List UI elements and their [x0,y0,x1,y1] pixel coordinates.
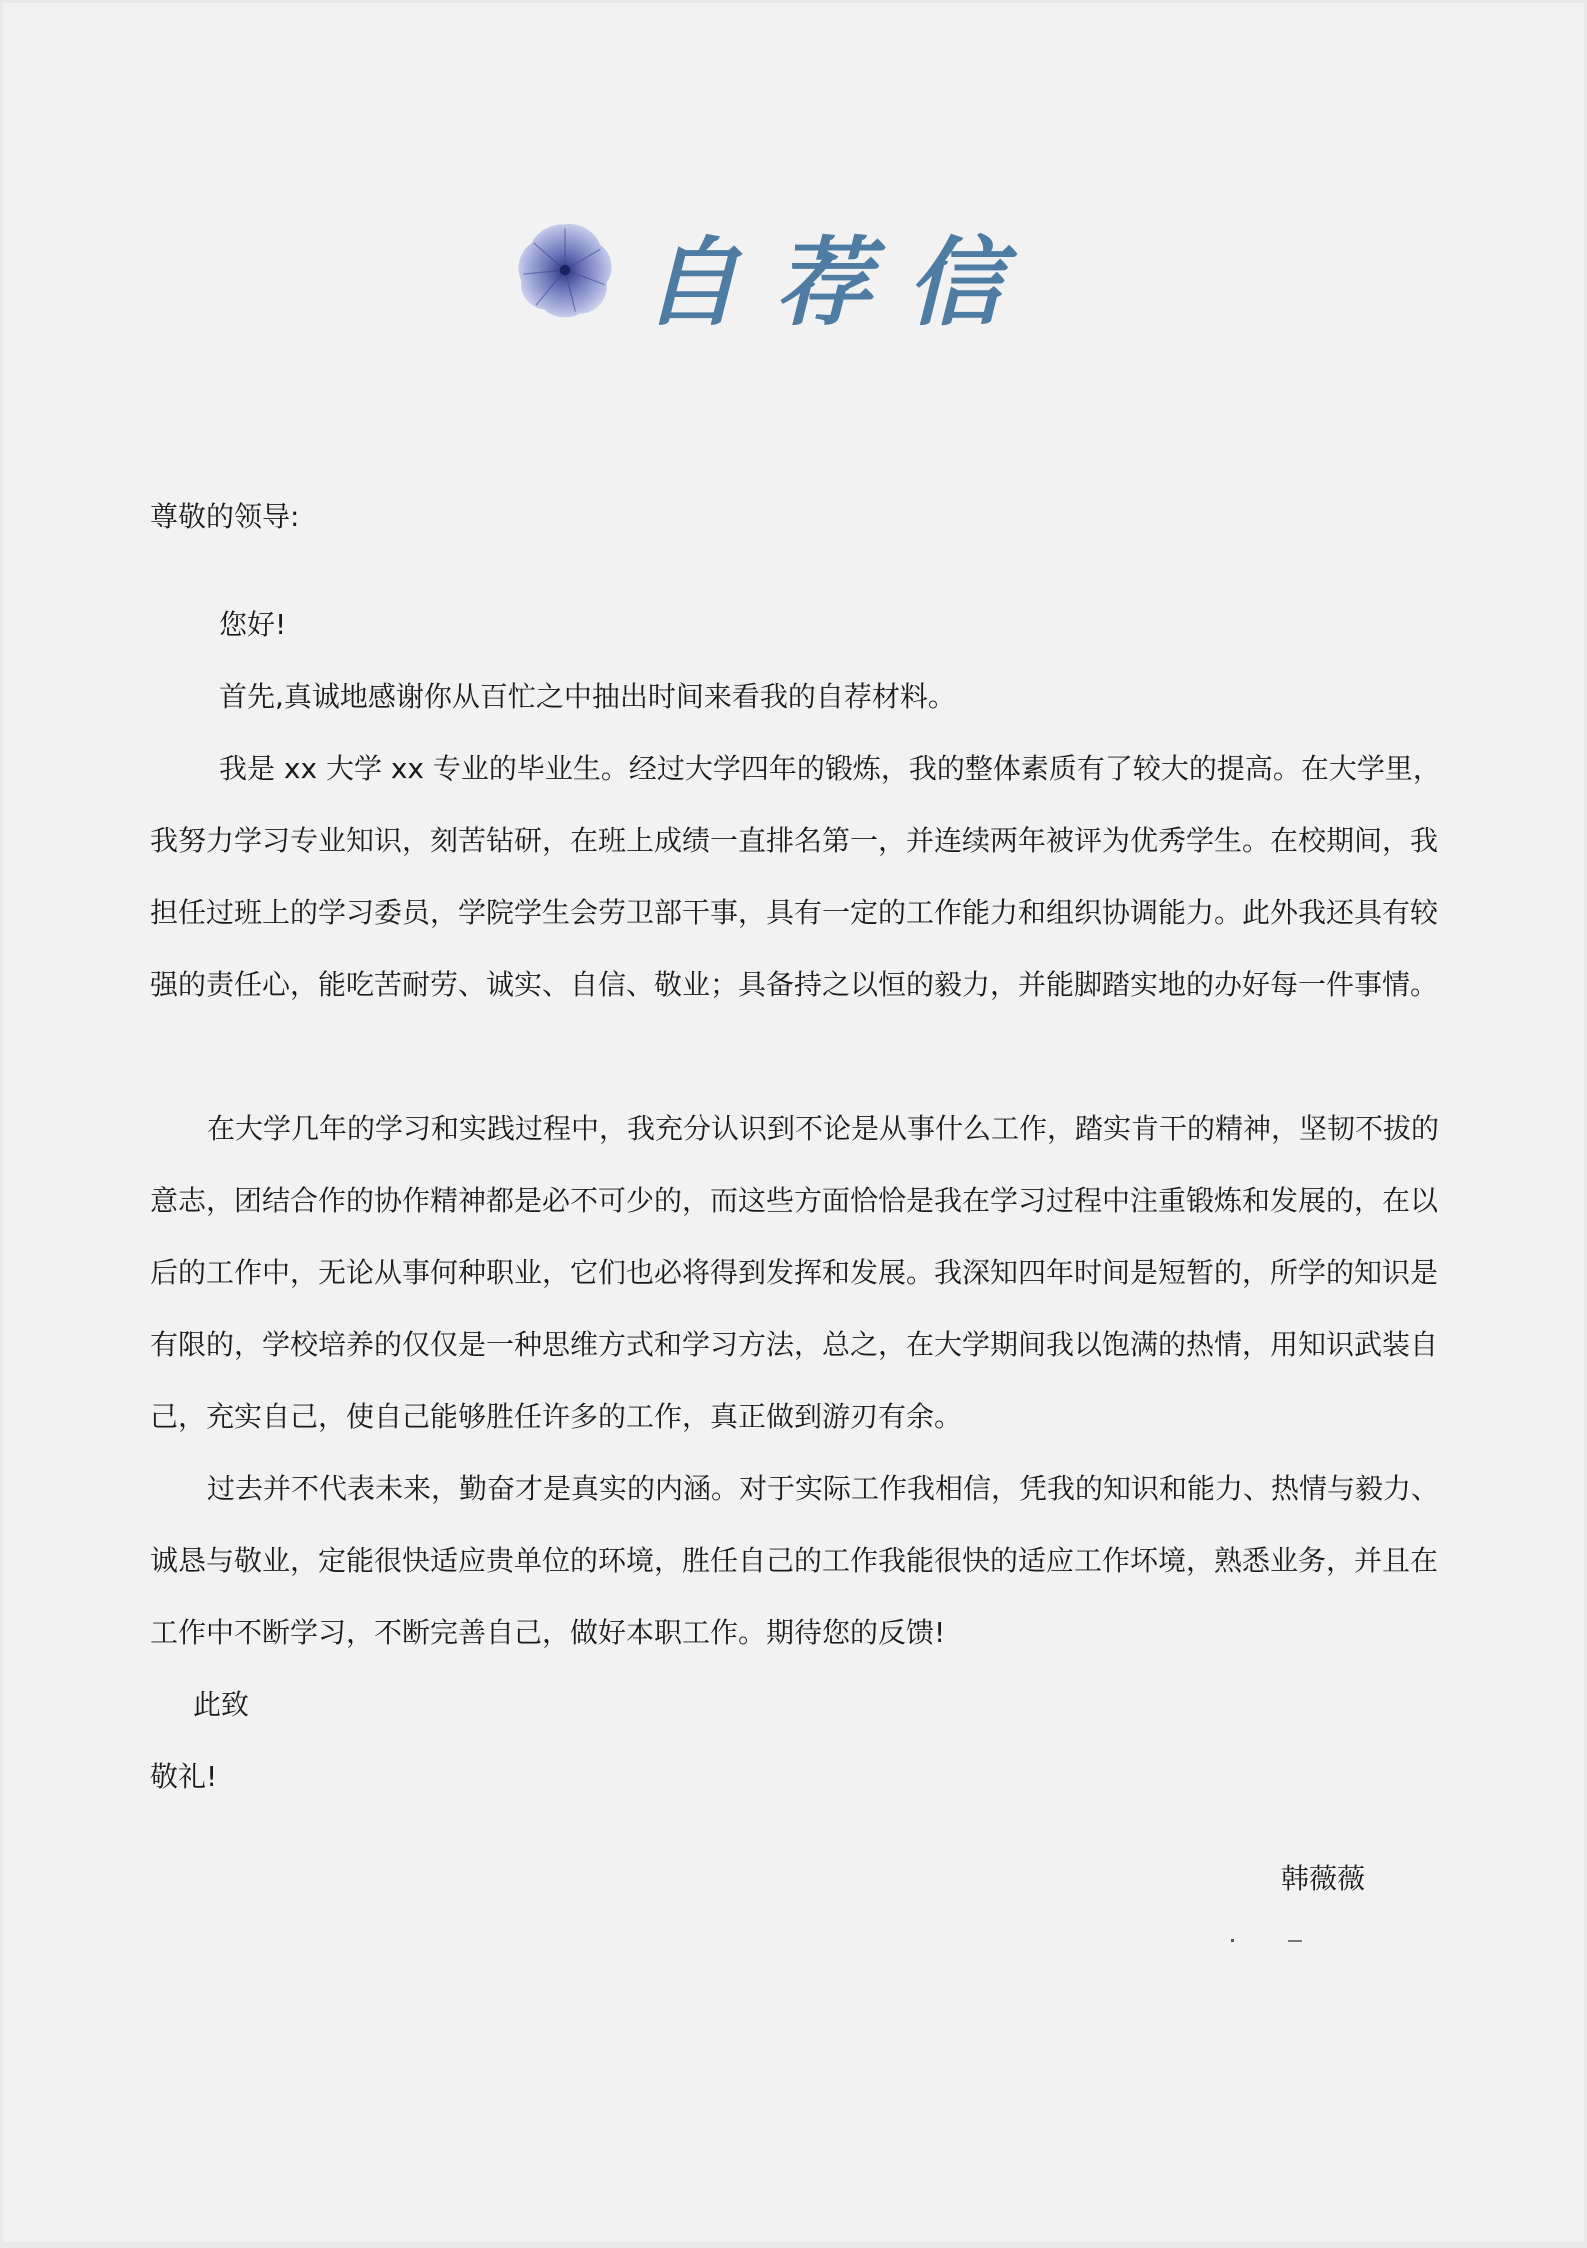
paragraph-line: 我是 xx 大学 xx 专业的毕业生。经过大学四年的锻炼，我的整体素质有了较大的提高。在大学里， [219,752,1441,785]
blue-flower-icon [513,218,617,322]
paragraph-line: 过去并不代表未来，勤奋才是真实的内涵。对于实际工作我相信，凭我的知识和能力、热情与毅力、 [207,1472,1440,1505]
signature-marks [1228,1939,1308,1943]
paragraph-line: 意志，团结合作的协作精神都是必不可少的，而这些方面恰恰是我在学习过程中注重锻炼和发展的，在以 [150,1184,1439,1217]
paragraph-line: 我努力学习专业知识，刻苦钻研，在班上成绩一直排名第一，并连续两年被评为优秀学生。在校期间，我 [150,824,1439,857]
paragraph-line: 在大学几年的学习和实践过程中，我充分认识到不论是从事什么工作，踏实肯干的精神，坚韧不拔的 [207,1112,1440,1145]
paragraph-line: 担任过班上的学习委员，学院学生会劳卫部干事，具有一定的工作能力和组织协调能力。此外我还具有较 [150,896,1439,929]
paragraph-line: 后的工作中，无论从事何种职业，它们也必将得到发挥和发展。我深知四年时间是短暂的，所学的知识是 [150,1256,1439,1289]
page-title: 自荐信 [643,226,1039,339]
dash-mark [1288,1940,1302,1942]
letter-header [513,208,1039,358]
paragraph-line: 工作中不断学习，不断完善自己，做好本职工作。期待您的反馈! [150,1616,946,1649]
paragraph-line: 强的责任心，能吃苦耐劳、诚实、自信、敬业；具备持之以恒的毅力，并能脚踏实地的办好每一件事情。 [150,968,1439,1001]
paragraph-line: 有限的，学校培养的仅仅是一种思维方式和学习方法，总之，在大学期间我以饱满的热情，用知识武装自 [150,1328,1439,1361]
greeting: 您好! [219,608,287,641]
letter-body [150,481,1440,1813]
paragraph-spacer [150,1021,1440,1093]
closing-line-1: 此致 [193,1688,250,1721]
salutation: 尊敬的领导: [150,500,300,533]
paragraph-line: 诚恳与敬业，定能很快适应贵单位的环境，胜任自己的工作我能很快的适应工作坏境，熟悉业务，并且在 [150,1544,1439,1577]
paragraph-4 [150,1453,1440,1669]
paragraph-3 [150,1093,1440,1453]
paragraph-line: 己，充实自己，使自己能够胜任许多的工作，真正做到游刃有余。 [150,1400,963,1433]
closing-line-2: 敬礼! [150,1760,218,1793]
dot-mark [1231,1939,1234,1942]
letter-page [3,3,1584,2242]
signature: 韩薇薇 [1281,1862,1366,1895]
paragraph-1: 首先,真诚地感谢你从百忙之中抽出时间来看我的自荐材料。 [219,680,956,713]
paragraph-2 [150,733,1440,1021]
